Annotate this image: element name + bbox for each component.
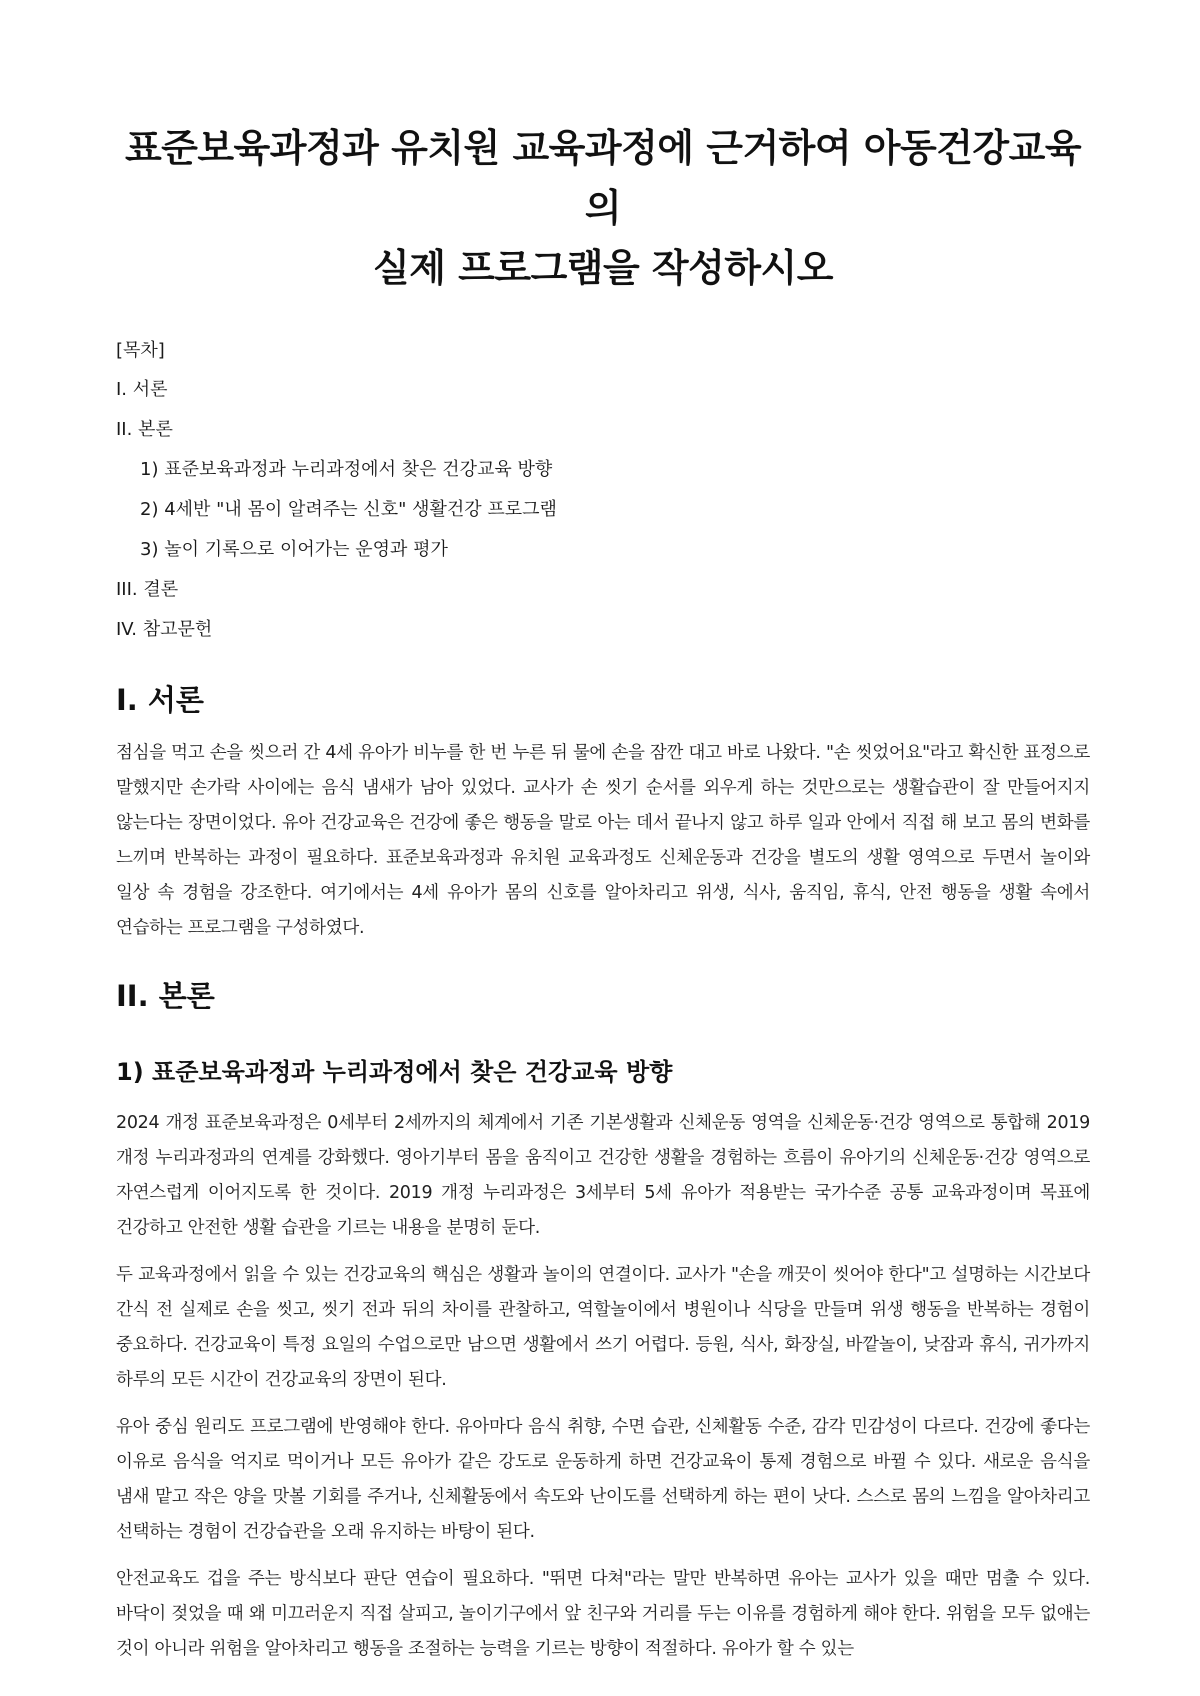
body-paragraph: 유아 중심 원리도 프로그램에 반영해야 한다. 유아마다 음식 취향, 수면 습관, 신체활동 수준, 감각 민감성이 다르다. 건강에 좋다는 이유로 음식을 억지로 먹이거나 모든 유아가 같은 강도로 운동하게 하면 건강교육이 통제 경험으로 바뀔 수 있다. 새로운 음식을 냄새 맡고 작은 양을 맛볼 기회를 주거나, 신체활동에서 속도와 난이도를 선택하게 하는 편이 낫다. 스스로 몸의 느낌을 알아차리고 선택하는 경험이 건강습관을 오래 유지하는 바탕이 된다.: [116, 1417, 1090, 1542]
document-title-line-2: 실제 프로그램을 작성하시오: [373, 246, 833, 290]
toc-item-body-3: 3) 놀이 기록으로 이어가는 운영과 평가: [140, 539, 448, 560]
document-title-line-1: 표준보육과정과 유치원 교육과정에 근거하여 아동건강교육의: [124, 126, 1082, 230]
toc-item-references: IV. 참고문헌: [116, 619, 213, 640]
toc-item-body-1: 1) 표준보육과정과 누리과정에서 찾은 건강교육 방향: [140, 459, 553, 480]
subsection-heading-1: 1) 표준보육과정과 누리과정에서 찾은 건강교육 방향: [116, 1058, 673, 1086]
document-title: [116, 118, 1090, 298]
intro-paragraph: 점심을 먹고 손을 씻으러 간 4세 유아가 비누를 한 번 누른 뒤 물에 손을 잠깐 대고 바로 나왔다. "손 씻었어요"라고 확신한 표정으로 말했지만 손가락 사이에는 음식 냄새가 남아 있었다. 교사가 손 씻기 순서를 외우게 하는 것만으로는 생활습관이 잘 만들어지지 않는다는 장면이었다. 유아 건강교육은 건강에 좋은 행동을 말로 아는 데서 끝나지 않고 하루 일과 안에서 직접 해 보고 몸의 변화를 느끼며 반복하는 과정이 필요하다. 표준보육과정과 유치원 교육과정도 신체운동과 건강을 별도의 생활 영역으로 두면서 놀이와 일상 속 경험을 강조한다. 여기에서는 4세 유아가 몸의 신호를 알아차리고 위생, 식사, 움직임, 휴식, 안전 행동을 생활 속에서 연습하는 프로그램을 구성하였다.: [116, 743, 1090, 938]
body-paragraph: 안전교육도 겁을 주는 방식보다 판단 연습이 필요하다. "뛰면 다쳐"라는 말만 반복하면 유아는 교사가 있을 때만 멈출 수 있다. 바닥이 젖었을 때 왜 미끄러운지 직접 살피고, 놀이기구에서 앞 친구와 거리를 두는 이유를 경험하게 해야 한다. 위험을 모두 없애는 것이 아니라 위험을 알아차리고 행동을 조절하는 능력을 기르는 방향이 적절하다. 유아가 할 수 있는: [116, 1569, 1090, 1659]
body-paragraph: 두 교육과정에서 읽을 수 있는 건강교육의 핵심은 생활과 놀이의 연결이다. 교사가 "손을 깨끗이 씻어야 한다"고 설명하는 시간보다 간식 전 실제로 손을 씻고, 씻기 전과 뒤의 차이를 관찰하고, 역할놀이에서 병원이나 식당을 만들며 위생 행동을 반복하는 경험이 중요하다. 건강교육이 특정 요일의 수업으로만 남으면 생활에서 쓰기 어렵다. 등원, 식사, 화장실, 바깥놀이, 낮잠과 휴식, 귀가까지 하루의 모든 시간이 건강교육의 장면이 된다.: [116, 1265, 1090, 1390]
section-heading-body: II. 본론: [116, 979, 215, 1013]
toc-heading: [목차]: [116, 340, 165, 361]
table-of-contents: [116, 332, 1090, 650]
body-paragraph: 2024 개정 표준보육과정은 0세부터 2세까지의 체계에서 기존 기본생활과 신체운동 영역을 신체운동·건강 영역으로 통합해 2019 개정 누리과정과의 연계를 강화했다. 영아기부터 몸을 움직이고 건강한 생활을 경험하는 흐름이 유아기의 신체운동·건강 영역으로 자연스럽게 이어지도록 한 것이다. 2019 개정 누리과정은 3세부터 5세 유아가 적용받는 국가수준 공통 교육과정이며 목표에 건강하고 안전한 생활 습관을 기르는 내용을 분명히 둔다.: [116, 1113, 1090, 1238]
toc-item-body-2: 2) 4세반 "내 몸이 알려주는 신호" 생활건강 프로그램: [140, 499, 557, 520]
toc-item-intro: I. 서론: [116, 379, 168, 400]
toc-item-body: II. 본론: [116, 419, 173, 440]
toc-item-conclusion: III. 결론: [116, 579, 179, 600]
section-heading-intro: I. 서론: [116, 683, 204, 717]
